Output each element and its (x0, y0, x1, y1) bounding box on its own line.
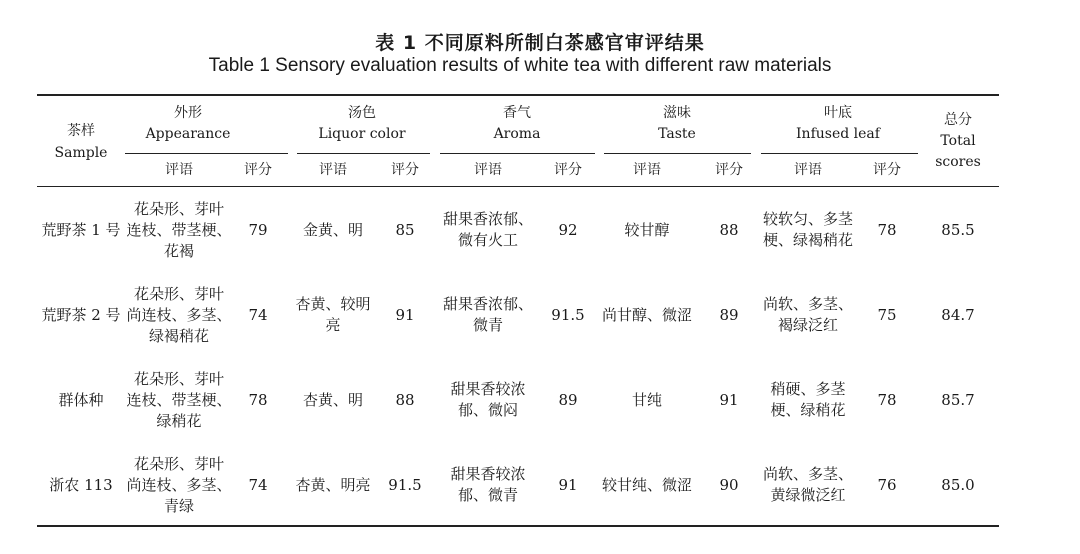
liquor-comment: 杏黄、明 (302, 390, 363, 409)
appearance-comment: 连枝、带茎梗、 (126, 390, 232, 409)
liquor-comment: 杏黄、较明 (295, 295, 371, 313)
group-underline (125, 153, 288, 154)
leaf-comment: 稍硬、多茎 (770, 380, 846, 398)
aroma-comment: 甜果香浓郁、 (442, 210, 533, 228)
leaf-score: 78 (877, 220, 897, 239)
aroma-score: 91.5 (551, 305, 585, 324)
sample-header-en: Sample (54, 144, 108, 161)
taste-score: 91 (719, 390, 739, 409)
aroma-score: 92 (558, 220, 578, 239)
appearance-comment: 花朵形、芽叶 (133, 454, 224, 473)
sample-name: 浙农 113 (49, 475, 113, 494)
total-header-en: scores (935, 153, 981, 170)
leaf-comment: 梗、绿稍花 (770, 401, 846, 419)
aroma-comment: 微有火工 (457, 231, 518, 249)
appearance-comment-subheader: 评语 (165, 161, 193, 178)
appearance-comment: 花褐 (163, 241, 194, 260)
appearance-header-en: Appearance (145, 125, 231, 142)
sample-name: 荒野茶 2 号 (41, 305, 121, 324)
liquor-comment: 杏黄、明亮 (295, 475, 371, 494)
leaf-comment: 黄绿微泛红 (770, 486, 846, 504)
leaf-comment-subheader: 评语 (794, 161, 822, 178)
leaf-comment: 尚软、多茎、 (762, 295, 853, 313)
taste-score: 89 (719, 305, 739, 324)
group-underline (440, 153, 595, 154)
taste-header-cn: 滋味 (663, 104, 691, 121)
aroma-header-en: Aroma (493, 125, 541, 142)
total-header-cn: 总分 (944, 111, 972, 128)
leaf-score-subheader: 评分 (873, 161, 901, 178)
taste-score: 90 (719, 475, 739, 494)
leaf-comment: 梗、绿褐稍花 (762, 231, 853, 249)
taste-comment: 尚甘醇、微涩 (601, 305, 692, 324)
liquor-score: 85 (395, 220, 415, 239)
liquor-comment: 金黄、明 (302, 220, 363, 239)
appearance-comment: 尚连枝、多茎、 (126, 305, 232, 324)
appearance-comment: 花朵形、芽叶 (133, 369, 224, 388)
sample-name: 群体种 (58, 390, 104, 409)
total-score: 85.7 (941, 390, 975, 409)
aroma-score: 89 (558, 390, 578, 409)
aroma-score-subheader: 评分 (554, 161, 582, 178)
appearance-score: 79 (248, 220, 268, 239)
aroma-header-cn: 香气 (503, 104, 531, 121)
appearance-comment: 青绿 (163, 496, 194, 515)
appearance-score: 78 (248, 390, 268, 409)
header-bottom-rule (37, 186, 999, 187)
aroma-comment: 甜果香较浓 (450, 465, 526, 483)
appearance-comment: 尚连枝、多茎、 (126, 475, 232, 494)
appearance-comment: 绿褐稍花 (148, 326, 209, 345)
sample-name: 荒野茶 1 号 (41, 220, 121, 239)
liquor-score: 88 (395, 390, 415, 409)
aroma-comment: 郁、微青 (457, 486, 518, 504)
bottom-rule (37, 525, 999, 527)
liquor-comment-subheader: 评语 (319, 161, 347, 178)
taste-header-en: Taste (658, 125, 696, 142)
appearance-comment: 绿稍花 (156, 411, 202, 430)
aroma-score: 91 (558, 475, 578, 494)
liquor-score-subheader: 评分 (391, 161, 419, 178)
taste-comment: 甘纯 (631, 390, 662, 409)
group-underline (761, 153, 918, 154)
total-score: 85.0 (941, 475, 975, 494)
aroma-comment: 微青 (472, 316, 503, 334)
liquor-header-en: Liquor color (318, 125, 406, 142)
appearance-comment: 花朵形、芽叶 (133, 284, 224, 303)
leaf-comment: 较软匀、多茎 (762, 210, 853, 228)
top-rule (37, 94, 999, 96)
leaf-score: 76 (877, 475, 897, 494)
total-header-en: Total (940, 132, 976, 149)
appearance-comment: 花朵形、芽叶 (133, 199, 224, 218)
group-underline (604, 153, 751, 154)
liquor-score: 91.5 (388, 475, 422, 494)
aroma-comment: 郁、微闷 (457, 401, 518, 419)
liquor-header-cn: 汤色 (348, 104, 376, 121)
total-score: 84.7 (941, 305, 975, 324)
aroma-comment-subheader: 评语 (474, 161, 502, 178)
appearance-score: 74 (248, 305, 268, 324)
appearance-score-subheader: 评分 (244, 161, 272, 178)
aroma-comment: 甜果香较浓 (450, 380, 526, 398)
leaf-comment: 尚软、多茎、 (762, 465, 853, 483)
appearance-header-cn: 外形 (174, 104, 202, 121)
table-title-cn: 表 1 不同原料所制白茶感官审评结果 (375, 32, 705, 54)
sample-header-cn: 茶样 (67, 122, 95, 139)
appearance-comment: 连枝、带茎梗、 (126, 220, 232, 239)
total-score: 85.5 (941, 220, 975, 239)
leaf-score: 78 (877, 390, 897, 409)
taste-score: 88 (719, 220, 739, 239)
appearance-score: 74 (248, 475, 268, 494)
liquor-comment: 亮 (325, 316, 341, 334)
taste-comment: 较甘醇 (624, 220, 670, 239)
taste-score-subheader: 评分 (715, 161, 743, 178)
group-underline (297, 153, 430, 154)
table-title-en: Table 1 Sensory evaluation results of white tea with different raw materials (208, 55, 832, 76)
leaf-comment: 褐绿泛红 (777, 316, 838, 334)
aroma-comment: 甜果香浓郁、 (442, 295, 533, 313)
leaf-header-en: Infused leaf (796, 125, 880, 142)
leaf-score: 75 (877, 305, 897, 324)
leaf-header-cn: 叶底 (824, 104, 852, 121)
liquor-score: 91 (395, 305, 415, 324)
taste-comment: 较甘纯、微涩 (601, 475, 692, 494)
taste-comment-subheader: 评语 (633, 161, 661, 178)
